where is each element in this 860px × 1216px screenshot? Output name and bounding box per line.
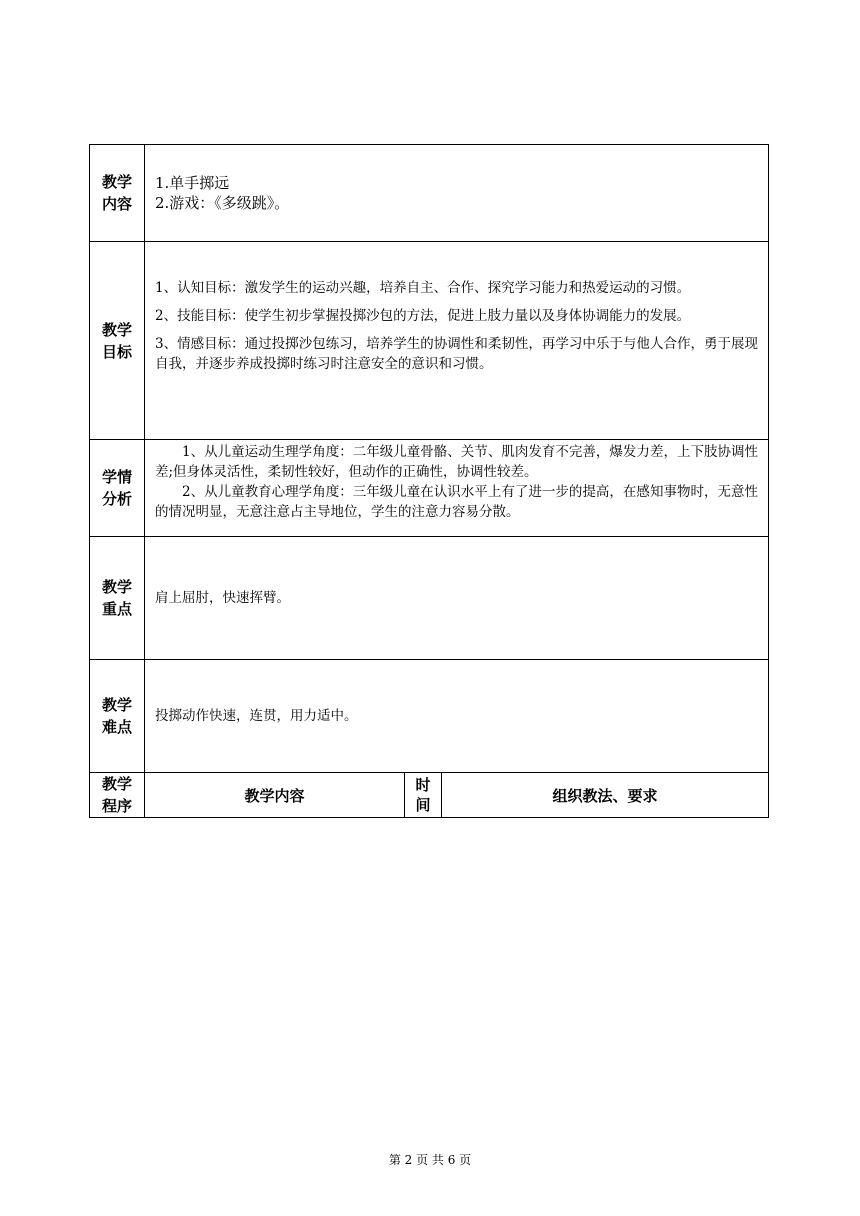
row-teaching-goals: [90, 242, 769, 440]
label-key-points: 教学 重点: [90, 537, 145, 660]
content-item: 1.单手掷远: [155, 174, 230, 192]
goal-item: 1、认知目标：激发学生的运动兴趣，培养自主、合作、探究学习能力和热爱运动的习惯。: [155, 280, 691, 296]
label-difficulties: 教学 难点: [90, 660, 145, 773]
lesson-plan-table: [89, 144, 769, 818]
analysis-item: 2、从儿童教育心理学角度：三年级儿童在认识水平上有了进一步的提高，在感知事物时，无意性的情况明显，无意注意占主导地位，学生的注意力容易分散。: [155, 484, 759, 520]
column-header-method: 组织教法、要求: [442, 773, 769, 818]
label-student-analysis: 学情 分析: [90, 440, 145, 537]
teaching-content-cell: [145, 145, 769, 242]
key-points-cell: [145, 537, 769, 660]
column-header-time: 时 间: [405, 773, 442, 818]
teaching-goals-cell: [145, 242, 769, 440]
goal-item: 2、技能目标：使学生初步掌握投掷沙包的方法，促进上肢力量以及身体协调能力的发展。: [155, 308, 691, 324]
content-item: 2.游戏：《多级跳》。: [155, 194, 290, 212]
row-key-points: [90, 537, 769, 660]
goal-item: 3、情感目标：通过投掷沙包练习，培养学生的协调性和柔韧性，再学习中乐于与他人合作，勇于展现自我，并逐步养成投掷时练习时注意安全的意识和习惯。: [155, 336, 759, 372]
label-teaching-content: 教学 内容: [90, 145, 145, 242]
difficulties-text: 投掷动作快速，连贯，用力适中。: [155, 708, 358, 724]
row-student-analysis: [90, 440, 769, 537]
student-analysis-cell: [145, 440, 769, 537]
page-footer: 第 2 页 共 6 页: [388, 1153, 472, 1167]
difficulties-cell: [145, 660, 769, 773]
column-header-content: 教学内容: [145, 773, 405, 818]
key-points-text: 肩上屈肘，快速挥臂。: [155, 590, 290, 606]
row-teaching-content: [90, 145, 769, 242]
row-procedure-header: [90, 773, 769, 818]
label-procedure: 教学 程序: [90, 773, 145, 818]
row-difficulties: [90, 660, 769, 773]
analysis-item: 1、从儿童运动生理学角度：二年级儿童骨骼、关节、肌肉发育不完善，爆发力差，上下肢协调性差;但身体灵活性，柔韧性较好，但动作的正确性，协调性较差。: [155, 444, 759, 480]
label-teaching-goals: 教学 目标: [90, 242, 145, 440]
